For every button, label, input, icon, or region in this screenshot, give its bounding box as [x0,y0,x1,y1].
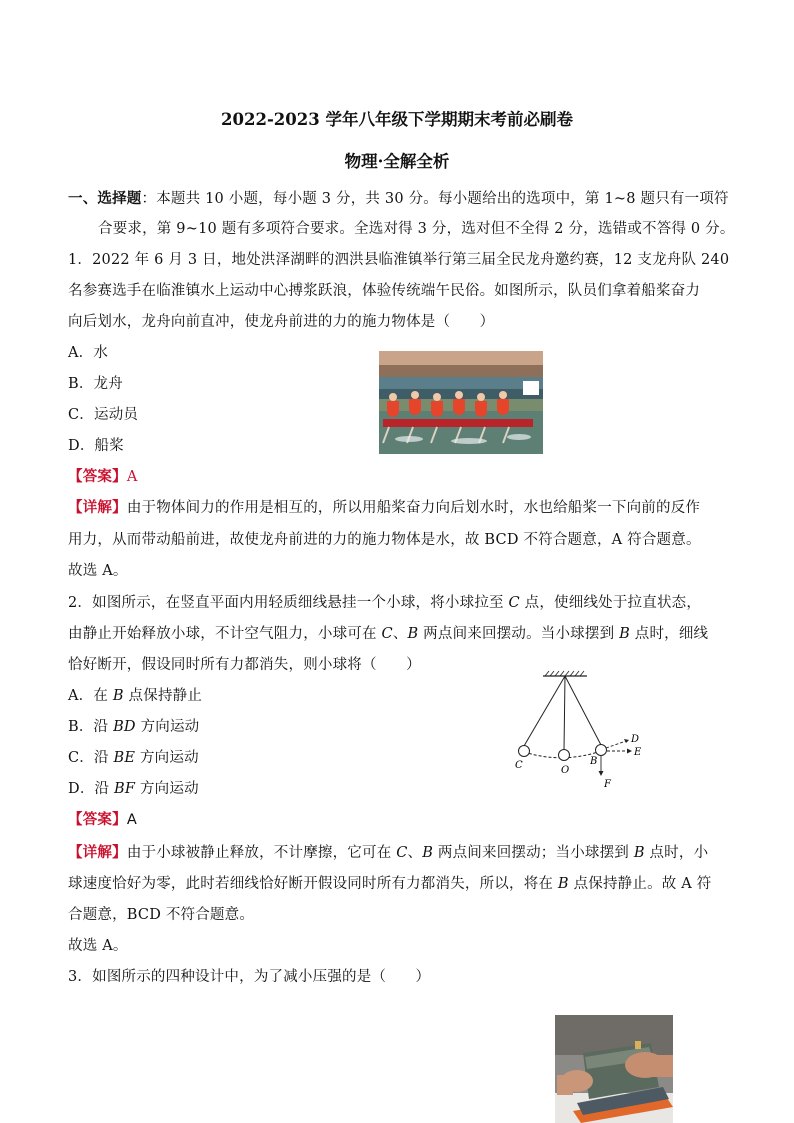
label-b: B [590,756,598,767]
q1-option-b: B．龙舟 [68,376,123,392]
q2-answer: 【答案】A [68,811,137,828]
page-subtitle: 物理·全解全析 [344,152,450,171]
label-e: E [634,747,642,758]
q2-stem-line-1: 2．如图所示，在竖直平面内用轻质细线悬挂一个小球，将小球拉至 C 点，使细线处于拉直状态， [68,595,702,611]
q2-detail-line-1: 【详解】由于小球被静止释放，不计摩擦，它可在 C、B 两点间来回摆动；当小球摆到 B 点时，小 [68,844,709,861]
pendulum-diagram [505,668,655,793]
q2-option-d: D．沿 BF 方向运动 [68,781,199,797]
section-intro-line-1: 一、选择题：本题共 10 小题，每小题 3 分，共 30 分。每小题给出的选项中，第 1~8 题只有一项符 [68,190,729,207]
q2-option-c: C．沿 BE 方向运动 [68,750,199,766]
q1-stem-line-2: 名参赛选手在临淮镇水上运动中心搏浆跃浪，体验传统端午民俗。如图所示，队员们拿着船桨奋力 [68,283,701,299]
q2-stem-line-3: 恰好断开，假设同时所有力都消失，则小球将（ ） [68,657,421,673]
q2-detail-line-2: 球速度恰好为零，此时若细线恰好断开假设同时所有力都消失，所以，将在 B 点保持静止。故 A 符 [68,876,712,892]
q1-option-a: A．水 [68,345,109,361]
page-title: 2022-2023 学年八年级下学期期末考前必刷卷 [221,110,573,129]
label-o: O [561,765,570,776]
q1-option-d: D．船桨 [68,438,124,454]
q1-option-c: C．运动员 [68,407,139,423]
section-intro-line-2: 合要求，第 9~10 题有多项符合要求。全选对得 3 分，选对但不全得 2 分，选错或不答得 0 分。 [98,221,735,237]
q1-answer-value: A [126,469,138,485]
q1-conclusion: 故选 A。 [68,563,128,579]
label-d: D [631,734,640,745]
q2-conclusion: 故选 A。 [68,938,128,954]
q1-answer: 【答案】A [68,468,138,485]
dragon-boat-photo [379,351,543,454]
q2-answer-value: A [126,812,137,828]
q2-option-b: B．沿 BD 方向运动 [68,719,200,735]
q2-option-a: A．在 B 点保持静止 [68,688,203,704]
q3-stem: 3．如图所示的四种设计中，为了减小压强的是（ ） [68,969,431,985]
knife-sharpening-photo [555,1015,673,1123]
label-f: F [604,779,611,790]
section-heading: 一、选择题 [68,190,142,207]
q1-stem-line-3: 向后划水，龙舟向前直冲，使龙舟前进的力的施力物体是（ ） [68,314,495,330]
q1-detail-line-1: 【详解】由于物体间力的作用是相互的，所以用船桨奋力向后划水时，水也给船桨一下向前的反作 [68,499,701,516]
q1-stem-line-1: 1．2022 年 6 月 3 日，地处洪泽湖畔的泗洪县临淮镇举行第三届全民龙舟邀约赛，12 支龙舟队 240 [68,252,730,268]
q2-detail-line-3: 合题意，BCD 不符合题意。 [68,907,255,923]
label-c: C [515,760,523,771]
q2-stem-line-2: 由静止开始释放小球，不计空气阻力，小球可在 C、B 两点间来回摆动。当小球摆到 B 点时，细线 [68,626,709,642]
q1-detail-line-2: 用力，从而带动船前进，故使龙舟前进的力的施力物体是水，故 BCD 不符合题意，A 符合题意。 [68,532,701,548]
